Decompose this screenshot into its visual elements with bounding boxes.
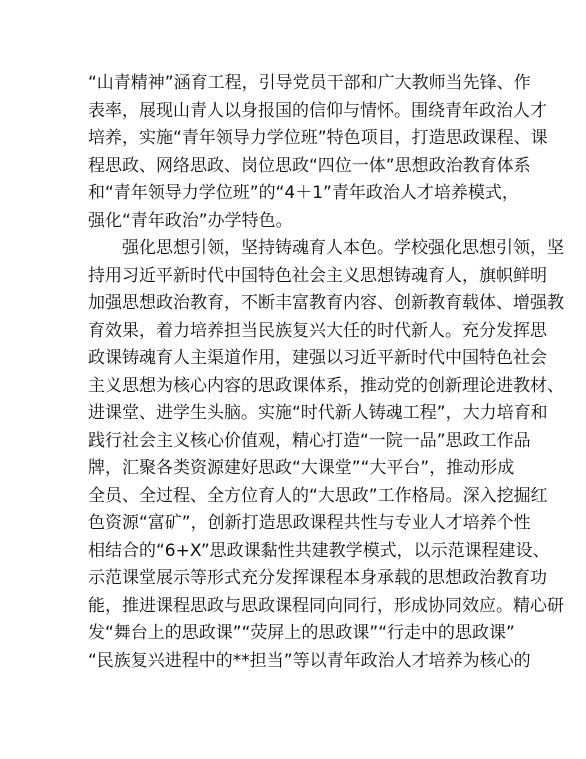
paragraph-line: 强化“青年政治”办学特色。 <box>88 210 293 231</box>
paragraph-line: 能，推进课程思政与思政课程同向同行，形成协同效应。精心研 <box>88 595 564 616</box>
paragraph-line: 加强思想政治教育，不断丰富教育内容、创新教育载体、增强教 <box>88 293 564 313</box>
paragraph-line: 示范课堂展示等形式充分发挥课程本身承载的思想政治教育功 <box>88 568 547 588</box>
paragraph-line: 强化思想引领，坚持铸魂育人本色。学校强化思想引领，坚 <box>88 238 564 258</box>
paragraph-line: 和“青年领导力学位班”的“4＋1”青年政治人才培养模式， <box>88 183 519 203</box>
paragraph-line: 进课堂、进学生头脑。实施“时代新人铸魂工程”，大力培育和 <box>88 403 548 423</box>
paragraph-line: 全员、全过程、全方位育人的“大思政”工作格局。深入挖掘红 <box>88 485 548 506</box>
paragraph-line: 培养，实施“青年领导力学位班”特色项目，打造思政课程、课 <box>88 128 548 148</box>
paragraph-line: 色资源“富矿”，创新打造思政课程共性与专业人才培养个性 <box>88 513 531 533</box>
paragraph-line: 育效果，着力培养担当民族复兴大任的时代新人。充分发挥思 <box>88 320 547 341</box>
paragraph-line: 持用习近平新时代中国特色社会主义思想铸魂育人，旗帜鲜明 <box>88 265 547 286</box>
paragraph-line: 表率，展现山青人以身报国的信仰与情怀。围绕青年政治人才 <box>88 100 547 121</box>
paragraph-line: “山青精神”涵育工程，引导党员干部和广大教师当先锋、作 <box>88 73 531 93</box>
paragraph-line: 主义思想为核心内容的思政课体系，推动党的创新理论进教材、 <box>88 375 564 396</box>
paragraph-line: 程思政、网络思政、岗位思政“四位一体”思想政治教育体系 <box>88 155 531 176</box>
paragraph-line: “民族复兴进程中的**担当”等以青年政治人才培养为核心的 <box>88 650 531 671</box>
paragraph-1 <box>88 70 548 235</box>
paragraph-line: 政课铸魂育人主渠道作用，建强以习近平新时代中国特色社会 <box>88 348 547 368</box>
paragraph-2 <box>88 235 564 675</box>
paragraph-line: 牌，汇聚各类资源建好思政“大课堂”“大平台”，推动形成 <box>88 458 515 478</box>
paragraph-line: 践行社会主义核心价值观，精心打造“一院一品”思政工作品 <box>88 430 531 451</box>
paragraph-line: 发“舞台上的思政课”“荧屏上的思政课”“行走中的思政课” <box>88 623 515 643</box>
paragraph-line: 相结合的“6+X”思政课黏性共建教学模式，以示范课程建设、 <box>88 540 550 561</box>
